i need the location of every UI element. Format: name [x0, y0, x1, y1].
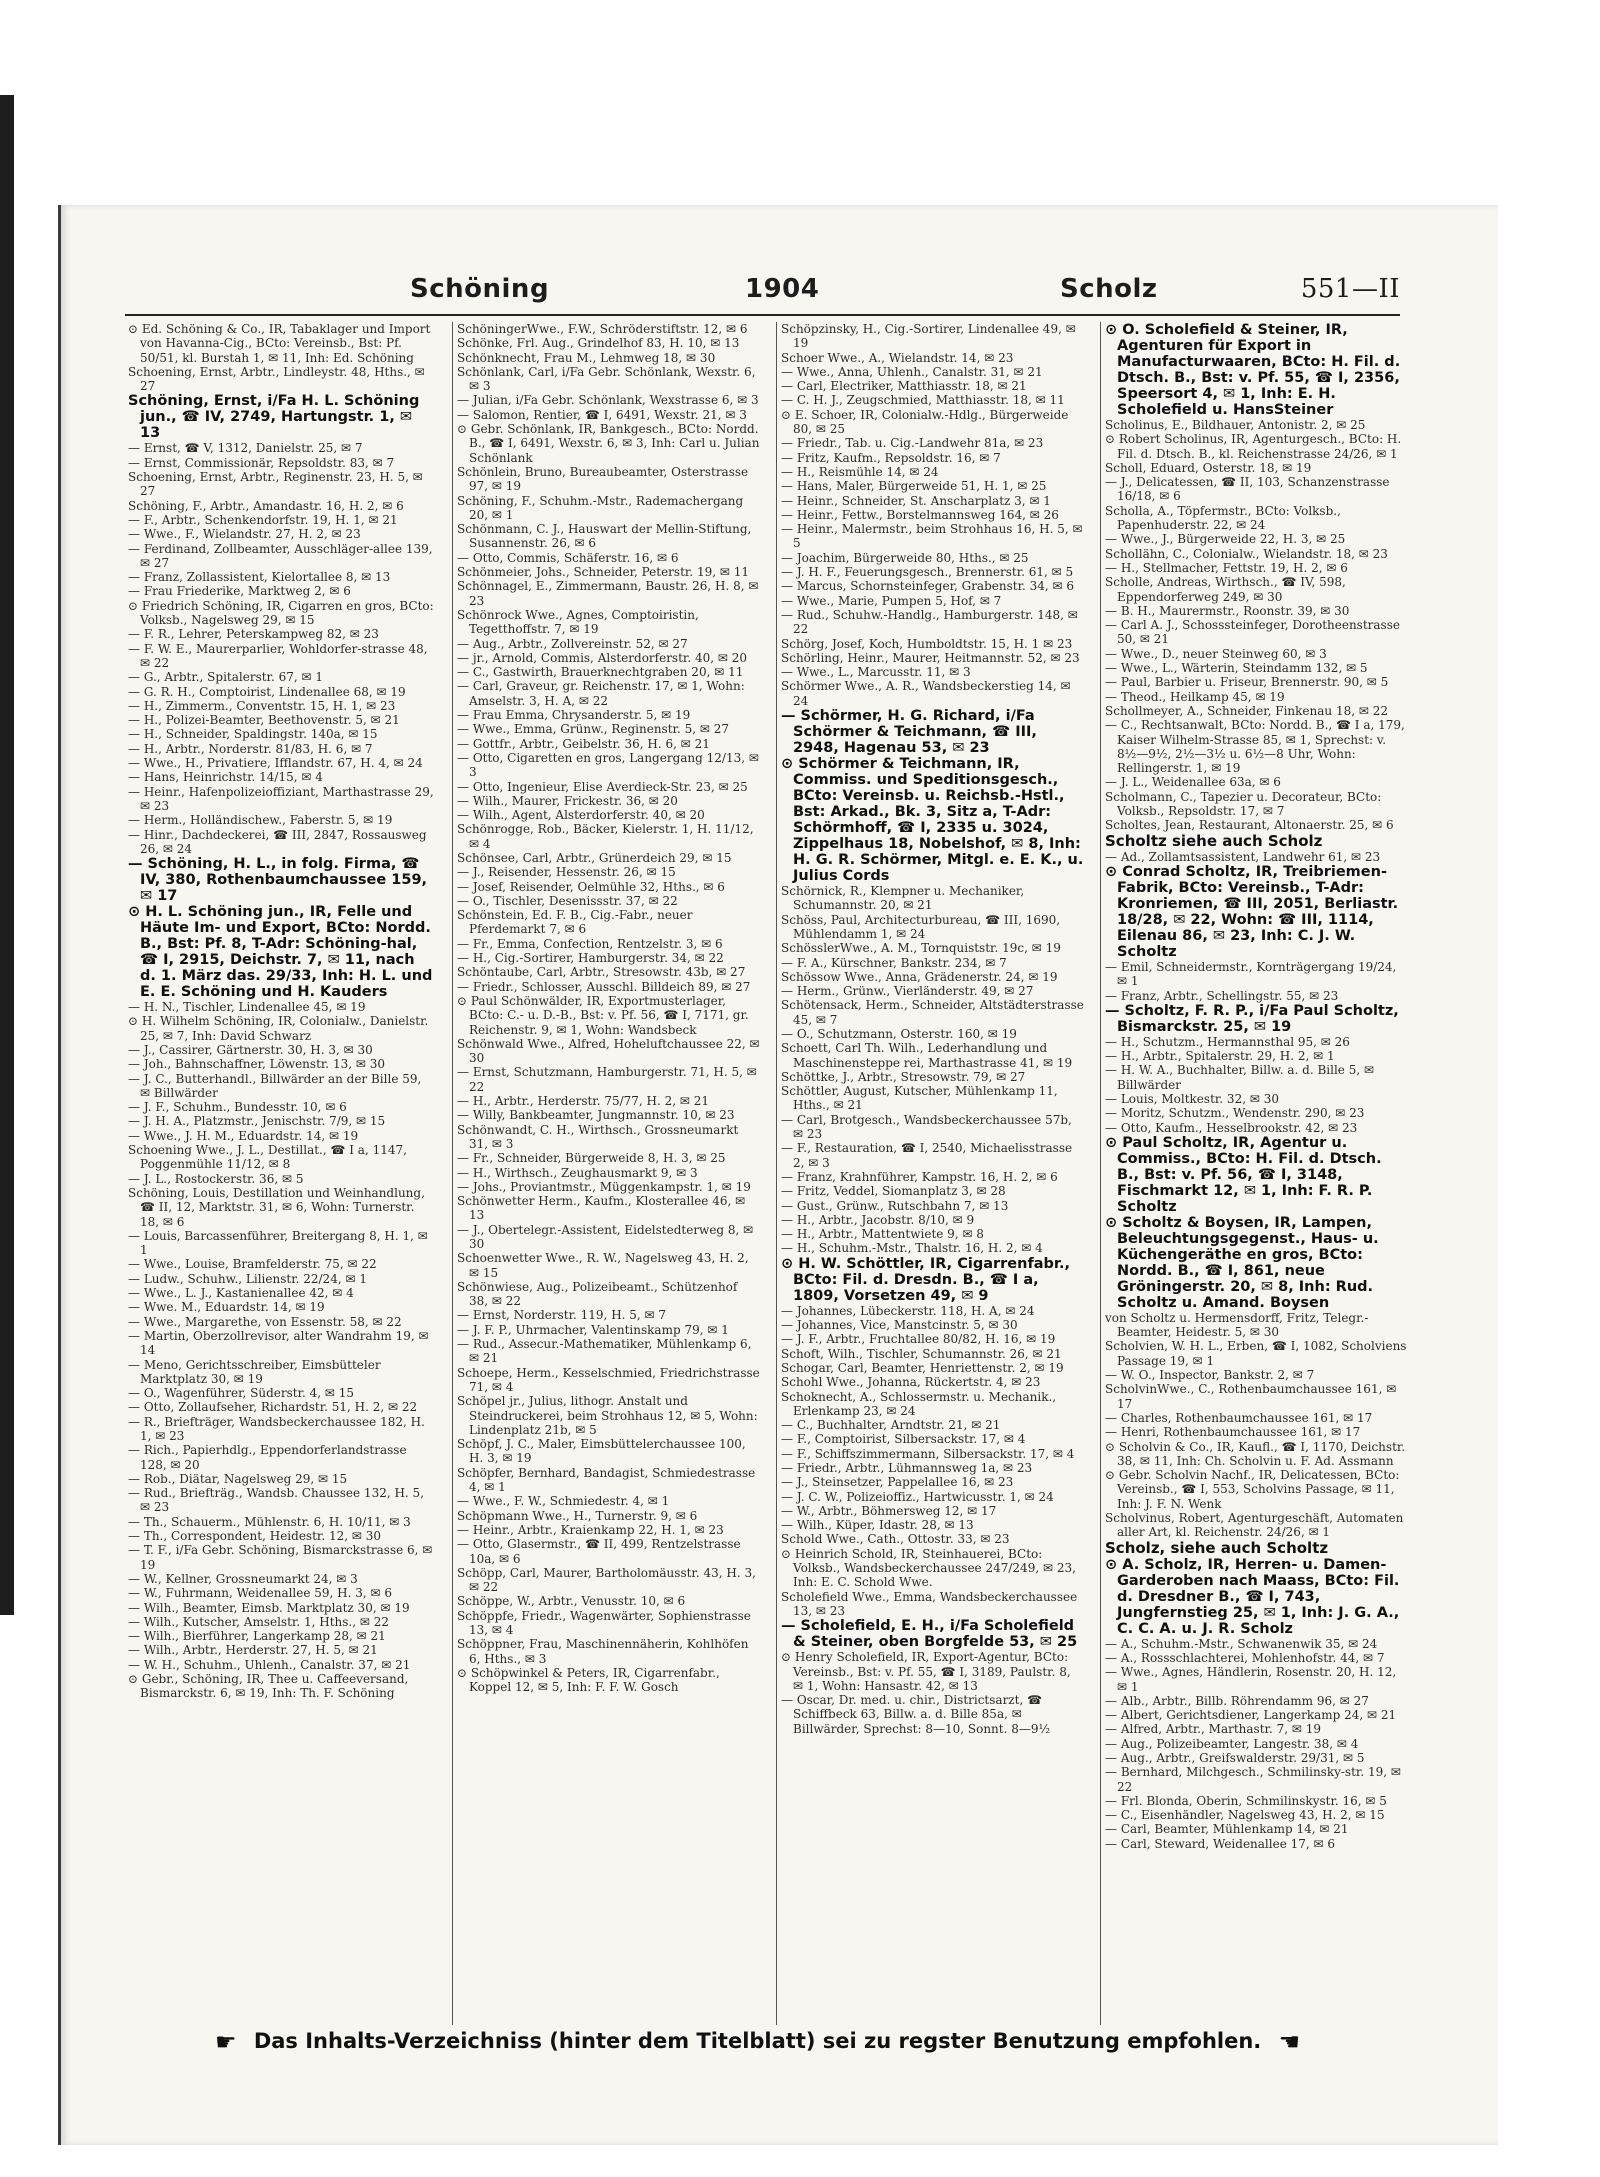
directory-entry: Schönstein, Ed. F. B., Cig.-Fabr., neuer Pferdemarkt 7, ✉ 6	[457, 908, 693, 937]
directory-entry: — Wwe., Margarethe, von Essenstr. 58, ✉ 22	[128, 1314, 402, 1329]
directory-entry: — J. L., Rostockerstr. 36, ✉ 5	[128, 1171, 304, 1186]
directory-entry: ⊙ A. Scholz, IR, Herren- u. Damen-Garderoben nach Maass, BCto: Fil. d. Dresdner B., ☎ I, 743, Jungfernstieg 25, ✉ 1, Inh: J. G. A., C. C. A. u. J. R. Scholz	[1105, 1556, 1400, 1637]
directory-entry: — Henri, Rothenbaumchaussee 161, ✉ 17	[1105, 1425, 1361, 1440]
directory-entry: Schoer Wwe., A., Wielandstr. 14, ✉ 23	[781, 350, 1014, 365]
directory-entry: ⊙ Schörmer & Teichmann, IR, Commiss. und Speditionsgesch., BCto: Vereinsb. u. Reichsb.-Hstl., Bst: Arkad., Bk. 3, Sitz a, T-Adr: Schörmhoff, ☎ I, 2335 u. 3024, Zippelhaus 18, Nobelshof, ✉ 8, Inh: H. G. R. Schörmer, Mitgl. e. E. K., u. Julius Cords	[781, 756, 1084, 885]
directory-entry: ⊙ Scholvin & Co., IR, Kaufl., ☎ I, 1170, Deichstr. 38, ✉ 11, Inh: Ch. Scholvin u. F. Ad. Assmann	[1105, 1439, 1406, 1468]
directory-entry: — Fr., Emma, Confection, Rentzelstr. 3, ✉ 6	[457, 936, 723, 951]
directory-entry: Schönlein, Bruno, Bureaubeamter, Osterstrasse 97, ✉ 19	[457, 464, 749, 494]
directory-entry: — Theod., Heilkamp 45, ✉ 19	[1105, 689, 1285, 704]
directory-entry: ⊙ Schöpwinkel & Peters, IR, Cigarrenfabr., Koppel 12, ✉ 5, Inh: F. F. W. Gosch	[457, 1665, 720, 1695]
directory-entry: — Charles, Rothenbaumchaussee 161, ✉ 17	[1105, 1410, 1373, 1425]
directory-entry: Schönmeier, Johs., Schneider, Peterstr. 19, ✉ 11	[457, 565, 749, 580]
directory-entry: — Fr., Schneider, Bürgerweide 8, H. 3, ✉ 25	[457, 1151, 726, 1166]
directory-entry: — Wilh., Kutscher, Amselstr. 1, Hths., ✉ 22	[128, 1614, 389, 1629]
directory-entry: — Louis, Moltkestr. 32, ✉ 30	[1105, 1091, 1279, 1106]
directory-entry: — Scholtz, F. R. P., i/Fa Paul Scholtz, Bismarckstr. 25, ✉ 19	[1105, 1002, 1399, 1035]
directory-entry: — Wwe., Marie, Pumpen 5, Hof, ✉ 7	[781, 593, 1002, 608]
directory-entry: — Johs., Proviantmstr., Müggenkampstr. 1, ✉ 19	[457, 1179, 751, 1194]
directory-entry: — Wwe., D., neuer Steinweg 60, ✉ 3	[1105, 646, 1327, 661]
directory-entry: — H., Cig.-Sortirer, Hamburgerstr. 34, ✉ 22	[457, 951, 724, 966]
directory-entry: — G., Arbtr., Spitalerstr. 67, ✉ 1	[128, 670, 324, 685]
directory-entry: — Wwe., L., Wärterin, Steindamm 132, ✉ 5	[1105, 661, 1368, 676]
directory-entry: — Carl, Steward, Weidenallee 17, ✉ 6	[1105, 1836, 1336, 1851]
directory-entry: — Frau Friederike, Marktweg 2, ✉ 6	[128, 584, 351, 599]
directory-entry: — Rob., Diätar, Nagelsweg 29, ✉ 15	[128, 1471, 348, 1486]
directory-entry: ⊙ Paul Scholtz, IR, Agentur u. Commiss., BCto: H. Fil. d. Dtsch. B., Bst: v. Pf. 56, ☎ I, 3148, Fischmarkt 12, ✉ 1, Inh: F. R. P. Scholtz	[1105, 1134, 1382, 1215]
scan-margin	[0, 95, 14, 1615]
directory-entry: — Schörmer, H. G. Richard, i/Fa Schörmer & Teichmann, ☎ III, 2948, Hagenau 53, ✉ 23	[781, 708, 1037, 757]
directory-entry: — C., Buchhalter, Arndtstr. 21, ✉ 21	[781, 1418, 1001, 1433]
directory-entry: — B. H., Maurermstr., Roonstr. 39, ✉ 30	[1105, 603, 1350, 618]
header-year: 1904	[745, 274, 820, 304]
directory-entry: Schöpmann Wwe., H., Turnerstr. 9, ✉ 6	[457, 1508, 698, 1523]
directory-entry: — Wilh., Agent, Alsterdorferstr. 40, ✉ 20	[457, 808, 705, 823]
directory-entry: — C., Rechtsanwalt, BCto: Nordd. B., ☎ I a, 179, Kaiser Wilhelm-Strasse 85, ✉ 1, Sprechst: v. 8½—9½, 2½—3½ u. 6½—8 Uhr, Wohn: Rellingerstr. 1, ✉ 19	[1105, 718, 1405, 776]
directory-entry: — F., Arbtr., Schenkendorfstr. 19, H. 1, ✉ 21	[128, 512, 398, 527]
directory-entry: — Wwe., L., Marcusstr. 11, ✉ 3	[781, 665, 971, 680]
directory-entry: — A., Rossschlachterei, Mohlenhofstr. 44, ✉ 7	[1105, 1650, 1385, 1665]
directory-entry: Scholla, A., Töpfermstr., BCto: Volksb., Papenhuderstr. 22, ✉ 24	[1105, 503, 1341, 533]
directory-entry: Schönwald Wwe., Alfred, Hoheluftchaussee 22, ✉ 30	[457, 1036, 760, 1066]
directory-entry: — Johannes, Lübeckerstr. 118, H. A, ✉ 24	[781, 1303, 1035, 1318]
directory-entry: — Hans, Heinrichstr. 14/15, ✉ 4	[128, 770, 323, 785]
directory-entry: Schogar, Carl, Beamter, Henriettenstr. 2, ✉ 19	[781, 1360, 1064, 1375]
directory-column-2	[452, 322, 760, 2025]
directory-entry: Schöpf, J. C., Maler, Eimsbüttelerchaussee 100, H. 3, ✉ 19	[457, 1437, 746, 1466]
directory-entry: — Heinr., Malermstr., beim Strohhaus 16, H. 5, ✉ 5	[781, 522, 1083, 551]
directory-entry: — H., Reismühle 14, ✉ 24	[781, 464, 939, 479]
directory-entry: ⊙ H. L. Schöning jun., IR, Felle und Häute Im- und Export, BCto: Nordd. B., Bst: Pf. 8, T-Adr: Schöning-hal, ☎ I, 2915, Deichstr. 7, ✉ 11, nach d. 1. März das. 29/33, Inh: H. L. und E. E. Schöning und H. Kauders	[128, 904, 433, 1001]
directory-entry: ⊙ Scholtz & Boysen, IR, Lampen, Beleuchtungsgegenst., Haus- u. Küchengeräthe en gros, BCto: Nordd. B., ☎ I, 861, neue Gröningerstr. 20, ✉ 8, Inh: Rud. Scholtz u. Amand. Boysen	[1105, 1214, 1379, 1311]
directory-entry: — Friedr., Schlosser, Ausschl. Billdeich 89, ✉ 27	[457, 979, 751, 994]
directory-entry: Scholmann, C., Tapezier u. Decorateur, BCto: Volksb., Repsoldstr. 17, ✉ 7	[1105, 789, 1382, 819]
directory-entry: Schöpzinsky, H., Cig.-Sortirer, Lindenallee 49, ✉ 19	[781, 322, 1076, 351]
directory-entry: — Ferdinand, Zollbeamter, Ausschläger-allee 139, ✉ 27	[128, 541, 433, 570]
directory-entry: Schoening, Ernst, Arbtr., Reginenstr. 23, H. 5, ✉ 27	[128, 470, 423, 499]
directory-entry: Schörmer Wwe., A. R., Wandsbeckerstieg 14, ✉ 24	[781, 679, 1071, 708]
directory-entry: ⊙ H. Wilhelm Schöning, IR, Colonialw., Danielstr. 25, ✉ 7, Inh: David Schwarz	[128, 1014, 429, 1043]
directory-entry: — Franz, Krahnführer, Kampstr. 16, H. 2, ✉ 6	[781, 1169, 1058, 1184]
directory-entry: — Wilh., Beamter, Eimsb. Marktplatz 30, ✉ 19	[128, 1600, 410, 1615]
directory-entry: ⊙ Conrad Scholtz, IR, Treibriemen-Fabrik, BCto: Vereinsb., T-Adr: Kronriemen, ☎ III, 2051, Berliastr. 18/28, ✉ 22, Wohn: ☎ III, 1114, Eilenau 86, ✉ 23, Inh: C. J. W. Scholtz	[1105, 863, 1399, 960]
directory-entry: — W., Fuhrmann, Weidenallee 59, H. 3, ✉ 6	[128, 1586, 393, 1601]
directory-entry: — F., Schiffszimmermann, Silbersackstr. 17, ✉ 4	[781, 1446, 1075, 1461]
directory-entry: — Johannes, Vice, Manstcinstr. 5, ✉ 30	[781, 1318, 1018, 1333]
footer-notice	[215, 2028, 1405, 2064]
directory-entry: ⊙ Gebr. Scholvin Nachf., IR, Delicatessen, BCto: Vereinsb., ☎ I, 553, Scholvins Passage, ✉ 11, Inh: J. F. N. Wenk	[1105, 1468, 1400, 1511]
directory-entry: — Wilh., Arbtr., Herderstr. 27, H. 5, ✉ 21	[128, 1643, 378, 1658]
directory-entry: — H., Schutzm., Hermannsthal 95, ✉ 26	[1105, 1034, 1350, 1049]
running-header	[125, 270, 1400, 316]
directory-entry: — Hinr., Dachdeckerei, ☎ III, 2847, Rossausweg 26, ✉ 24	[128, 827, 427, 856]
directory-entry: — O., Wagenführer, Süderstr. 4, ✉ 15	[128, 1386, 355, 1401]
directory-entry: Scholtes, Jean, Restaurant, Altonaerstr. 25, ✉ 6	[1105, 818, 1394, 833]
directory-entry: Schörling, Heinr., Maurer, Heitmannstr. 52, ✉ 23	[781, 650, 1080, 665]
directory-entry: — Otto, Zollaufseher, Richardstr. 51, H. 2, ✉ 22	[128, 1400, 418, 1415]
directory-entry: — C., Gastwirth, Brauerknechtgraben 20, ✉ 11	[457, 665, 744, 680]
directory-entry: ⊙ Gebr., Schöning, IR, Thee u. Caffeeversand, Bismarckstr. 6, ✉ 19, Inh: Th. F. Schöning	[128, 1672, 409, 1701]
directory-entry: — H., Arbtr., Mattentwiete 9, ✉ 8	[781, 1227, 984, 1242]
directory-entry: Schöning, F., Arbtr., Amandastr. 16, H. 2, ✉ 6	[128, 498, 404, 513]
directory-entry: Scholefield Wwe., Emma, Wandsbeckerchaussee 13, ✉ 23	[781, 1589, 1078, 1618]
directory-entry: — Wilh., Bierführer, Langerkamp 28, ✉ 21	[128, 1629, 386, 1644]
directory-entry: — Rich., Papierhdlg., Eppendorferlandstrasse 128, ✉ 20	[128, 1443, 407, 1472]
directory-entry: — Scholefield, E. H., i/Fa Scholefield & Steiner, oben Borgfelde 53, ✉ 25	[781, 1618, 1078, 1651]
directory-entry: — Wwe., Anna, Uhlenh., Canalstr. 31, ✉ 21	[781, 364, 1043, 379]
directory-entry: ⊙ Paul Schönwälder, IR, Exportmusterlager, BCto: C.- u. D.-B., Bst: v. Pf. 56, ☎ I, 7171, gr. Reichenstr. 9, ✉ 1, Wohn: Wandsbeck	[457, 993, 749, 1037]
directory-entry: Schöning, F., Schuhm.-Mstr., Rademachergang 20, ✉ 1	[457, 493, 744, 522]
directory-entry: ⊙ Friedrich Schöning, IR, Cigarren en gros, BCto: Volksb., Nagelsweg 29, ✉ 15	[128, 598, 434, 628]
directory-entry: — Heinr., Schneider, St. Anscharplatz 3, ✉ 1	[781, 493, 1051, 508]
directory-entry: — Willy, Bankbeamter, Jungmannstr. 10, ✉ 23	[457, 1108, 735, 1123]
directory-entry: Schoett, Carl Th. Wilh., Lederhandlung und Maschinensteppe rei, Marthastrasse 41, ✉ 19	[781, 1041, 1073, 1070]
directory-entry: — Aug., Arbtr., Zollvereinstr. 52, ✉ 27	[457, 636, 688, 651]
directory-entry: — Wwe. M., Eduardstr. 14, ✉ 19	[128, 1300, 325, 1315]
directory-entry: — F. R., Lehrer, Peterskampweg 82, ✉ 23	[128, 627, 379, 642]
directory-entry: — Wwe., L. J., Kastanienallee 42, ✉ 4	[128, 1286, 354, 1301]
directory-entry: Schönlank, Carl, i/Fa Gebr. Schönlank, Wexstr. 6, ✉ 3	[457, 364, 756, 394]
directory-entry: von Scholtz u. Hermensdorff, Fritz, Telegr.-Beamter, Heidestr. 5, ✉ 30	[1105, 1310, 1369, 1340]
directory-entry: — J., Cassirer, Gärtnerstr. 30, H. 3, ✉ 30	[128, 1042, 373, 1057]
directory-entry: — Wwe., J. H. M., Eduardstr. 14, ✉ 19	[128, 1128, 359, 1143]
directory-column-3	[776, 322, 1084, 2025]
directory-entry: Schoenwetter Wwe., R. W., Nagelsweg 43, H. 2, ✉ 15	[457, 1251, 749, 1280]
directory-entry: — J. C. W., Polizeioffiz., Hartwicusstr. 1, ✉ 24	[781, 1489, 1054, 1504]
directory-entry: — Ernst, Schutzmann, Hamburgerstr. 71, H. 5, ✉ 22	[457, 1065, 757, 1094]
directory-entry: — Albert, Gerichtsdiener, Langerkamp 24, ✉ 21	[1105, 1708, 1397, 1723]
directory-entry: Schöntaube, Carl, Arbtr., Stresowstr. 43b, ✉ 27	[457, 965, 746, 980]
directory-entry: Schörg, Josef, Koch, Humboldtstr. 15, H. 1 ✉ 23	[781, 636, 1073, 651]
directory-entry: — Aug., Arbtr., Greifswalderstr. 29/31, ✉ 5	[1105, 1751, 1365, 1765]
directory-entry: — Ad., Zollamtsassistent, Landwehr 61, ✉ 23	[1105, 849, 1381, 864]
directory-entry: — J. H. A., Platzmstr., Jenischstr. 7/9, ✉ 15	[128, 1114, 386, 1129]
directory-entry: — Wwe., Agnes, Händlerin, Rosenstr. 20, H. 12, ✉ 1	[1105, 1665, 1397, 1694]
directory-entry: — H., Wirthsch., Zeughausmarkt 9, ✉ 3	[457, 1165, 698, 1180]
directory-entry: Schöpel jr., Julius, lithogr. Anstalt und Steindruckerei, beim Strohhaus 12, ✉ 5, Wohn: Lindenplatz 21b, ✉ 5	[457, 1394, 758, 1437]
directory-entry: Schöpp, Carl, Maurer, Bartholomäusstr. 43, H. 3, ✉ 22	[457, 1565, 756, 1595]
directory-entry: — Moritz, Schutzm., Wendenstr. 290, ✉ 23	[1105, 1106, 1365, 1121]
directory-entry: — F., Restauration, ☎ I, 2540, Michaelisstrasse 2, ✉ 3	[781, 1141, 1073, 1170]
directory-entry: — F. W. E., Maurerparlier, Wohldorfer-strasse 48, ✉ 22	[128, 641, 428, 670]
directory-entry: Scholvinus, Robert, Agenturgeschäft, Automaten aller Art, kl. Reichenstr. 24/26, ✉ 1	[1105, 1511, 1404, 1540]
directory-entry: Schönwiese, Aug., Polizeibeamt., Schützenhof 38, ✉ 22	[457, 1279, 738, 1309]
directory-entry: — Martin, Oberzollrevisor, alter Wandrahm 19, ✉ 14	[128, 1328, 429, 1358]
directory-entry: Schöppner, Frau, Maschinennäherin, Kohlhöfen 6, Hths., ✉ 3	[457, 1637, 749, 1666]
directory-entry: — O., Tischler, Desenissstr. 37, ✉ 22	[457, 893, 678, 908]
directory-entry: — Heinr., Fettw., Borstelmannsweg 164, ✉ 26	[781, 507, 1059, 522]
directory-entry: — Aug., Polizeibeamter, Langestr. 38, ✉ 4	[1105, 1736, 1359, 1751]
directory-entry: — T. F., i/Fa Gebr. Schöning, Bismarckstrasse 6, ✉ 19	[128, 1543, 433, 1572]
directory-entry: — Emil, Schneidermstr., Kornträgergang 19/24, ✉ 1	[1105, 959, 1397, 989]
directory-entry: — Marcus, Schornsteinfeger, Grabenstr. 34, ✉ 6	[781, 579, 1075, 594]
header-last-name: Scholz	[1060, 274, 1158, 304]
directory-entry: — Louis, Barcassenführer, Breitergang 8, H. 1, ✉ 1	[128, 1228, 428, 1258]
directory-entry: Schönmann, C. J., Hauswart der Mellin-Stiftung, Susannenstr. 26, ✉ 6	[457, 522, 752, 551]
directory-entry: — Friedr., Arbtr., Lühmannsweg 1a, ✉ 23	[781, 1461, 1033, 1475]
directory-entry: Schönknecht, Frau M., Lehmweg 18, ✉ 30	[457, 350, 716, 365]
directory-entry: — H., Arbtr., Jacobstr. 8/10, ✉ 9	[781, 1212, 975, 1227]
directory-entry: — Gust., Grünw., Rutschbahn 7, ✉ 13	[781, 1198, 1009, 1213]
directory-entry: — Rud., Assecur.-Mathematiker, Mühlenkamp 6, ✉ 21	[457, 1337, 752, 1366]
directory-entry: Schöppfe, Friedr., Wagenwärter, Sophienstrasse 13, ✉ 4	[457, 1608, 751, 1638]
directory-entry: ScholvinWwe., C., Rothenbaumchaussee 161, ✉ 17	[1105, 1382, 1397, 1411]
directory-entry: Schoening, Ernst, Arbtr., Lindleystr. 48, Hths., ✉ 27	[128, 364, 425, 394]
directory-entry: Scholl, Eduard, Osterstr. 18, ✉ 19	[1105, 460, 1312, 475]
directory-entry: — F., Comptoirist, Silbersackstr. 17, ✉ 4	[781, 1432, 1026, 1447]
directory-entry: Schoepe, Herm., Kesselschmied, Friedrichstrasse 71, ✉ 4	[457, 1365, 760, 1394]
directory-entry: ⊙ E. Schoer, IR, Colonialw.-Hdlg., Bürgerweide 80, ✉ 25	[781, 407, 1069, 437]
directory-entry: Schoknecht, A., Schlossermstr. u. Mechanik., Erlenkamp 23, ✉ 24	[781, 1389, 1057, 1418]
directory-entry: — Wilh., Küper, Idastr. 28, ✉ 13	[781, 1518, 974, 1533]
directory-entry: ⊙ Gebr. Schönlank, IR, Bankgesch., BCto: Nordd. B., ☎ I, 6491, Wexstr. 6, ✉ 3, Inh: Carl u. Julian Schönlank	[457, 422, 760, 465]
directory-entry: Schönrogge, Rob., Bäcker, Kielerstr. 1, H. 11/12, ✉ 4	[457, 822, 754, 851]
directory-entry: Schönwetter Herm., Kaufm., Klosterallee 46, ✉ 13	[457, 1194, 746, 1223]
directory-entry: — Ernst, Norderstr. 119, H. 5, ✉ 7	[457, 1308, 667, 1323]
directory-entry: — C., Eisenhändler, Nagelsweg 43, H. 2, ✉ 15	[1105, 1808, 1385, 1823]
directory-entry: Schönnagel, E., Zimmermann, Baustr. 26, H. 8, ✉ 23	[457, 579, 759, 608]
directory-entry: ⊙ Henry Scholefield, IR, Export-Agentur, BCto: Vereinsb., Bst: v. Pf. 55, ☎ I, 3189, Paulstr. 8, ✉ 1, Wohn: Hansastr. 42, ✉ 13	[781, 1650, 1071, 1693]
directory-entry: — Herm., Holländischew., Faberstr. 5, ✉ 19	[128, 813, 393, 828]
directory-entry: — H., Zimmerm., Conventstr. 15, H. 1, ✉ 23	[128, 698, 396, 713]
directory-entry: — Franz, Arbtr., Schellingstr. 55, ✉ 23	[1105, 988, 1339, 1003]
directory-entry: ⊙ H. W. Schöttler, IR, Cigarrenfabr., BCto: Fil. d. Dresdn. B., ☎ I a, 1809, Vorsetzen 49, ✉ 9	[781, 1255, 1071, 1304]
directory-entry: — Salomon, Rentier, ☎ I, 6491, Wexstr. 21, ✉ 3	[457, 407, 747, 422]
directory-entry: — Ernst, ☎ V, 1312, Danielstr. 25, ✉ 7	[128, 441, 363, 456]
directory-entry: — Hans, Maler, Bürgerweide 51, H. 1, ✉ 25	[781, 479, 1047, 494]
directory-entry: Schoft, Wilh., Tischler, Schumannstr. 26, ✉ 21	[781, 1346, 1062, 1361]
directory-entry: — Otto, Kaufm., Hesselbrookstr. 42, ✉ 23	[1105, 1120, 1358, 1135]
directory-entry: — Bernhard, Milchgesch., Schmilinsky-str. 19, ✉ 22	[1105, 1765, 1401, 1794]
pointing-hand-left-icon: ☛	[215, 2028, 237, 2056]
directory-entry: Schöning, Ernst, i/Fa H. L. Schöning jun., ☎ IV, 2749, Hartungstr. 1, ✉ 13	[128, 393, 420, 442]
directory-entry: — Carl, Beamter, Mühlenkamp 14, ✉ 21	[1105, 1822, 1349, 1837]
directory-entry: — H. N., Tischler, Lindenallee 45, ✉ 19	[128, 1000, 366, 1015]
directory-entry: — H., Schneider, Spaldingstr. 140a, ✉ 15	[128, 727, 378, 742]
directory-entry: — Carl, Brotgesch., Wandsbeckerchaussee 57b, ✉ 23	[781, 1112, 1072, 1142]
directory-entry: — Otto, Ingenieur, Elise Averdieck-Str. 23, ✉ 25	[457, 779, 748, 794]
directory-entry: Scholle, Andreas, Wirthsch., ☎ IV, 598, Eppendorferweg 249, ✉ 30	[1105, 575, 1346, 604]
directory-entry: — A., Schuhm.-Mstr., Schwanenwik 35, ✉ 24	[1105, 1636, 1378, 1651]
directory-entry: ⊙ Ed. Schöning & Co., IR, Tabaklager und Import von Havanna-Cig., BCto: Vereinsb., Bst: Pf. 50/51, kl. Burstah 1, ✉ 11, Inh: Ed. Schöning	[128, 322, 431, 365]
directory-entry: — J. F., Arbtr., Fruchtallee 80/82, H. 16, ✉ 19	[781, 1332, 1056, 1347]
directory-entry: — Wwe., F., Wielandstr. 27, H. 2, ✉ 23	[128, 527, 361, 542]
directory-entry: — Julian, i/Fa Gebr. Schönlank, Wexstrasse 6, ✉ 3	[457, 393, 759, 408]
directory-entry: — Oscar, Dr. med. u. chir., Districtsarzt, ☎ Schiffbeck 63, Billw. a. d. Bille 85a, ✉ Billwärder, Sprechst: 8—10, Sonnt. 8—9½	[781, 1693, 1051, 1736]
directory-entry: — Th., Schauerm., Mühlenstr. 6, H. 10/11, ✉ 3	[128, 1514, 411, 1529]
directory-entry: — Rud., Schuhw.-Handlg., Hamburgerstr. 148, ✉ 22	[781, 607, 1078, 637]
directory-entry: Schönsee, Carl, Arbtr., Grünerdeich 29, ✉ 15	[457, 850, 732, 865]
directory-entry: — jr., Arnold, Commis, Alsterdorferstr. 40, ✉ 20	[457, 650, 747, 665]
directory-entry: — J. F. P., Uhrmacher, Valentinskamp 79, ✉ 1	[457, 1322, 729, 1337]
directory-entry: — H., Stellmacher, Fettstr. 19, H. 2, ✉ 6	[1105, 560, 1348, 575]
directory-entry: — Heinr., Hafenpolizeioffiziant, Marthastrasse 29, ✉ 23	[128, 784, 434, 813]
directory-entry: — Otto, Cigaretten en gros, Langergang 12/13, ✉ 3	[457, 750, 759, 780]
directory-entry: — Wwe., F. W., Schmiedestr. 4, ✉ 1	[457, 1494, 670, 1509]
directory-entry: Scholinus, E., Bildhauer, Antonistr. 2, ✉ 25	[1105, 418, 1366, 432]
directory-entry: — Fritz, Veddel, Siomanplatz 3, ✉ 28	[781, 1184, 1006, 1199]
header-first-name: Schöning	[410, 274, 550, 304]
directory-entry: — W. H., Schuhm., Uhlenh., Canalstr. 37, ✉ 21	[128, 1657, 411, 1672]
directory-entry: — Ludw., Schuhw., Lilienstr. 22/24, ✉ 1	[128, 1271, 367, 1286]
directory-entry: — Herm., Grünw., Vierländerstr. 49, ✉ 27	[781, 984, 1034, 999]
directory-entry: Schötensack, Herm., Schneider, Altstädterstrasse 45, ✉ 7	[781, 998, 1084, 1027]
directory-entry: Schollähn, C., Colonialw., Wielandstr. 18, ✉ 23	[1105, 546, 1388, 561]
directory-entry: Schollmeyer, A., Schneider, Finkenau 18, ✉ 22	[1105, 703, 1388, 718]
footer-text: Das Inhalts-Verzeichniss (hinter dem Titelblatt) sei zu regster Benutzung empfohlen.	[253, 2029, 1262, 2053]
directory-entry: Schoening Wwe., J. L., Destillat., ☎ I a, 1147, Poggenmühle 11/12, ✉ 8	[128, 1143, 407, 1172]
directory-entry: — H. W. A., Buchhalter, Billw. a. d. Bille 5, ✉ Billwärder	[1105, 1063, 1375, 1092]
directory-column-1	[128, 322, 435, 2025]
directory-entry: — Wwe., J., Bürgerweide 22, H. 3, ✉ 25	[1105, 532, 1346, 547]
directory-entry: — J. F., Schuhm., Bundesstr. 10, ✉ 6	[128, 1100, 347, 1115]
directory-entry: — J., Delicatessen, ☎ II, 103, Schanzenstrasse 16/18, ✉ 6	[1105, 475, 1390, 504]
section-heading: Scholtz siehe auch Scholz	[1105, 831, 1323, 850]
directory-entry: — Joh., Bahnschaffner, Löwenstr. 13, ✉ 30	[128, 1057, 385, 1072]
directory-entry: — J. C., Butterhandl., Billwärder an der Bille 59, ✉ Billwärder	[128, 1071, 422, 1100]
directory-entry: — Fritz, Kaufm., Repsoldstr. 16, ✉ 7	[781, 450, 1001, 465]
directory-entry: — Wwe., H., Privatiere, Ifflandstr. 67, H. 4, ✉ 24	[128, 756, 423, 771]
directory-entry: Schöttler, August, Kutscher, Mühlenkamp 11, Hths., ✉ 21	[781, 1084, 1058, 1113]
directory-entry: Schohl Wwe., Johanna, Rückertstr. 4, ✉ 23	[781, 1375, 1041, 1390]
directory-entry: — G. R. H., Comptoirist, Lindenallee 68, ✉ 19	[128, 684, 406, 699]
directory-entry: Schönwandt, C. H., Wirthsch., Grossneumarkt 31, ✉ 3	[457, 1122, 739, 1151]
directory-entry: — F. A., Kürschner, Bankstr. 234, ✉ 7	[781, 955, 1007, 970]
directory-entry: — Otto, Glasermstr., ☎ II, 499, Rentzelstrasse 10a, ✉ 6	[457, 1537, 741, 1566]
directory-entry: — Gottfr., Arbtr., Geibelstr. 36, H. 6, ✉ 21	[457, 736, 710, 751]
directory-column-4	[1100, 322, 1408, 2025]
directory-entry: — Otto, Commis, Schäferstr. 16, ✉ 6	[457, 550, 679, 565]
directory-entry: — W., Arbtr., Böhmersweg 12, ✉ 17	[781, 1503, 997, 1518]
directory-entry: — Alb., Arbtr., Billb. Röhrendamm 96, ✉ 27	[1105, 1693, 1369, 1708]
directory-entry: — W. O., Inspector, Bankstr. 2, ✉ 7	[1105, 1368, 1315, 1383]
directory-entry: — Wwe., Louise, Bramfelderstr. 75, ✉ 22	[128, 1257, 377, 1272]
directory-entry: — H., Polizei-Beamter, Beethovenstr. 5, ✉ 21	[128, 713, 400, 728]
directory-entry: — Schöning, H. L., in folg. Firma, ☎ IV, 380, Rothenbaumchaussee 159, ✉ 17	[128, 856, 428, 905]
directory-entry: — R., Briefträger, Wandsbeckerchaussee 182, H. 1, ✉ 23	[128, 1414, 425, 1443]
directory-entry: Schöss, Paul, Architecturbureau, ☎ III, 1690, Mühlendamm 1, ✉ 24	[781, 912, 1061, 941]
directory-entry: — Meno, Gerichtsschreiber, Eimsbütteler Marktplatz 30, ✉ 19	[128, 1357, 381, 1386]
directory-entry: — C. H. J., Zeugschmied, Matthiasstr. 18, ✉ 11	[781, 393, 1065, 408]
directory-entry: — Friedr., Tab. u. Cig.-Landwehr 81a, ✉ 23	[781, 436, 1044, 451]
directory-entry: SchöningerWwe., F.W., Schröderstiftstr. 12, ✉ 6	[457, 322, 748, 336]
directory-entry: Schönrock Wwe., Agnes, Comptoiristin, Tegetthoffstr. 7, ✉ 19	[457, 607, 699, 637]
section-heading: Scholz, siehe auch Scholtz	[1105, 1538, 1329, 1557]
directory-entry: Schössow Wwe., Anna, Grädenerstr. 24, ✉ 19	[781, 969, 1058, 984]
directory-entry: — Wwe., Emma, Grünw., Reginenstr. 5, ✉ 27	[457, 722, 729, 737]
page-number: 551—II	[1300, 274, 1400, 304]
directory-entry: — O., Schutzmann, Osterstr. 160, ✉ 19	[781, 1026, 1017, 1041]
directory-entry: — Alfred, Arbtr., Marthastr. 7, ✉ 19	[1105, 1722, 1321, 1737]
directory-entry: Schöppe, W., Arbtr., Venusstr. 10, ✉ 6	[457, 1594, 686, 1609]
directory-entry: — H., Arbtr., Norderstr. 81/83, H. 6, ✉ 7	[128, 741, 373, 756]
directory-entry: — Rud., Briefträg., Wandsb. Chaussee 132, H. 5, ✉ 23	[128, 1486, 425, 1515]
directory-entry: — J. L., Weidenallee 63a, ✉ 6	[1105, 775, 1281, 790]
directory-entry: Scholvien, W. H. L., Erben, ☎ I, 1082, Scholviens Passage 19, ✉ 1	[1105, 1339, 1407, 1368]
directory-entry: — Th., Correspondent, Heidestr. 12, ✉ 30	[128, 1529, 381, 1544]
directory-entry: — Carl A. J., Schosssteinfeger, Dorotheenstrasse 50, ✉ 21	[1105, 618, 1400, 647]
directory-entry: Schold Wwe., Cath., Ottostr. 33, ✉ 23	[781, 1532, 1010, 1547]
directory-entry: — H., Arbtr., Herderstr. 75/77, H. 2, ✉ 21	[457, 1094, 710, 1109]
directory-entry: — H., Schuhm.-Mstr., Thalstr. 16, H. 2, ✉ 4	[781, 1241, 1043, 1256]
directory-entry: — H., Arbtr., Spitalerstr. 29, H. 2, ✉ 1	[1105, 1049, 1335, 1064]
directory-entry: — Paul, Barbier u. Friseur, Brennerstr. 90, ✉ 5	[1105, 675, 1389, 690]
directory-entry: Schönke, Frl. Aug., Grindelhof 83, H. 10, ✉ 13	[457, 336, 740, 351]
directory-entry: — J., Obertelegr.-Assistent, Eidelstedterweg 8, ✉ 30	[457, 1222, 754, 1251]
directory-entry: — Carl, Graveur, gr. Reichenstr. 17, ✉ 1, Wohn: Amselstr. 3, H. A, ✉ 22	[457, 679, 745, 708]
directory-entry: — Wilh., Maurer, Frickestr. 36, ✉ 20	[457, 793, 678, 808]
directory-entry: — J. H. F., Feuerungsgesch., Brennerstr. 61, ✉ 5	[781, 565, 1074, 580]
directory-entry: — Frau Emma, Chrysanderstr. 5, ✉ 19	[457, 708, 691, 723]
directory-entry: — W., Kellner, Grossneumarkt 24, ✉ 3	[128, 1571, 358, 1586]
directory-entry: — Heinr., Arbtr., Kraienkamp 22, H. 1, ✉ 23	[457, 1522, 724, 1537]
directory-entry: Schöttke, J., Arbtr., Stresowstr. 79, ✉ 27	[781, 1069, 1026, 1084]
directory-entry: — Franz, Zollassistent, Kielortallee 8, ✉ 13	[128, 570, 391, 585]
directory-entry: — Carl, Electriker, Matthiasstr. 18, ✉ 21	[781, 379, 1027, 394]
directory-entry: — Ernst, Commissionär, Repsoldstr. 83, ✉ 7	[128, 455, 395, 470]
directory-entry: — J., Reisender, Hessenstr. 26, ✉ 15	[457, 865, 676, 880]
directory-entry: Schöning, Louis, Destillation und Weinhandlung, ☎ II, 12, Marktstr. 31, ✉ 6, Wohn: Turnerstr. 18, ✉ 6	[128, 1185, 425, 1229]
directory-entry: — Frl. Blonda, Oberin, Schmilinskystr. 16, ✉ 5	[1105, 1793, 1387, 1808]
directory-entry: — J., Steinsetzer, Pappelallee 16, ✉ 23	[781, 1475, 1014, 1490]
directory-entry: ⊙ Heinrich Schold, IR, Steinhauerei, BCto: Volksb., Wandsbeckerchaussee 247/249, ✉ 23, Inh: E. C. Schold Wwe.	[781, 1546, 1076, 1590]
directory-entry: ⊙ O. Scholefield & Steiner, IR, Agenturen für Export in Manufacturwaaren, BCto: H. Fil. d. Dtsch. B., Bst: v. Pf. 55, ☎ I, 2356, Speersort 4, ✉ 1, Inh: E. H. Scholefield u. HansSteiner	[1105, 322, 1401, 418]
directory-entry: — Joachim, Bürgerweide 80, Hths., ✉ 25	[781, 550, 1029, 565]
directory-entry: Schöpfer, Bernhard, Bandagist, Schmiedestrasse 4, ✉ 1	[457, 1465, 756, 1495]
pointing-hand-right-icon: ☚	[1278, 2028, 1301, 2056]
directory-entry: Schörnick, R., Klempner u. Mechaniker, Schumannstr. 20, ✉ 21	[781, 884, 1025, 913]
directory-entry: ⊙ Robert Scholinus, IR, Agenturgesch., BCto: H. Fil. d. Dtsch. B., kl. Reichenstrasse 24/26, ✉ 1	[1105, 432, 1402, 461]
directory-entry: — Josef, Reisender, Oelmühle 32, Hths., ✉ 6	[457, 879, 725, 894]
directory-entry: SchösslerWwe., A. M., Tornquiststr. 19c, ✉ 19	[781, 941, 1061, 956]
